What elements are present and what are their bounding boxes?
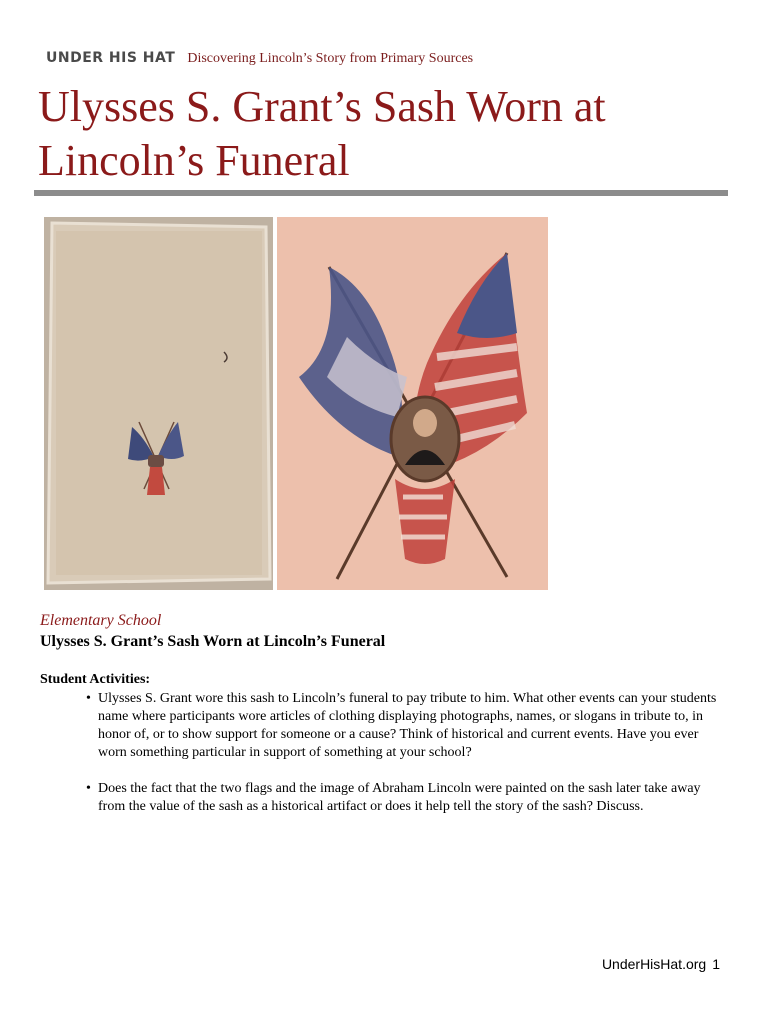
- brand-logo: UNDER HIS HAT: [46, 50, 176, 66]
- list-item: [86, 690, 722, 762]
- sash-full-photo: [44, 217, 273, 590]
- activities-list: [86, 690, 722, 834]
- bullet-icon: •: [86, 691, 91, 706]
- section-title: Ulysses S. Grant’s Sash Worn at Lincoln’s Funeral: [40, 633, 386, 650]
- page-header: [46, 49, 646, 71]
- activity-text: Ulysses S. Grant wore this sash to Lincoln’s funeral to pay tribute to him. What other events can your students name where participants wore articles of clothing displaying photographs, names, or slogans in tribute to, in honor of, or to show support for someone or a cause? Think of historical and current events. Have you ever worn something particular in support of something at your school?: [98, 691, 717, 760]
- title-divider: [34, 190, 728, 196]
- page-title: Ulysses S. Grant’s Sash Worn at Lincoln’s Funeral: [38, 82, 606, 185]
- activities-heading: Student Activities:: [40, 672, 151, 687]
- list-item: [86, 780, 722, 816]
- page-number: 1: [712, 956, 720, 972]
- footer-site: UnderHisHat.org: [601, 956, 707, 972]
- page-footer: [560, 956, 720, 972]
- activity-text: Does the fact that the two flags and the image of Abraham Lincoln were painted on the sash later take away from the value of the sash as a historical artifact or does it help tell the story of the sash? Discuss.: [98, 781, 701, 814]
- grade-level-label: Elementary School: [40, 612, 162, 629]
- bullet-icon: •: [86, 781, 91, 796]
- header-tagline: Discovering Lincoln’s Story from Primary Sources: [187, 51, 474, 66]
- sash-detail-photo: [277, 217, 548, 590]
